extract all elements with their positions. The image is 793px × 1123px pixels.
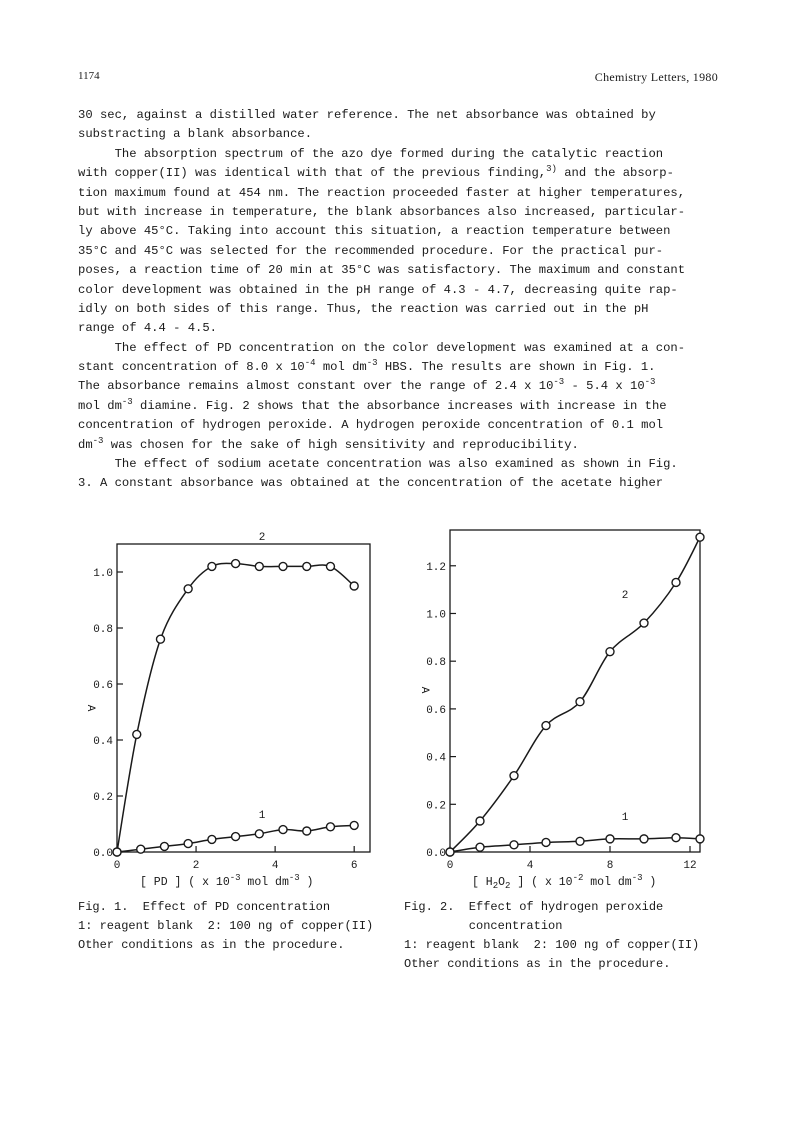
data-point (156, 635, 164, 643)
x-tick-label: 2 (192, 860, 200, 872)
data-point (326, 823, 334, 831)
x-tick-label: 8 (606, 860, 614, 872)
figure-2 (400, 520, 720, 870)
text-line (78, 358, 718, 377)
superscript: -3 (553, 377, 565, 388)
text-run: tion maximum found at 454 nm. The reaction proceeded faster at higher temperatures, (78, 185, 686, 200)
data-point (350, 821, 358, 829)
data-point (672, 578, 680, 586)
series-label: 1 (258, 810, 266, 822)
data-point (576, 698, 584, 706)
text-line (78, 106, 718, 125)
caption-line: concentration (404, 919, 563, 933)
data-point (255, 830, 263, 838)
y-tick-label: 0.2 (426, 800, 446, 813)
text-run: ) (299, 876, 314, 889)
data-point (446, 848, 454, 856)
superscript: -3 (229, 873, 241, 883)
text-run: substracting a blank absorbance. (78, 127, 313, 142)
data-point (542, 722, 550, 730)
superscript: -3 (92, 435, 104, 446)
text-line (78, 261, 718, 280)
text-line (78, 125, 718, 144)
data-point (476, 843, 484, 851)
data-point (350, 582, 358, 590)
text-run: O (498, 876, 506, 889)
page-header (78, 70, 718, 90)
data-point (606, 835, 614, 843)
x-tick-label: 0 (446, 860, 454, 872)
figure-1 (70, 520, 380, 870)
data-point (476, 817, 484, 825)
subscript: 2 (505, 881, 511, 891)
text-run: 30 sec, against a distilled water reference. The net absorbance was obtained by (78, 108, 656, 122)
data-point (279, 562, 287, 570)
x-tick-label: 4 (526, 860, 534, 872)
text-line (78, 377, 718, 396)
y-tick-label: 0.4 (93, 736, 113, 748)
text-run: mol dm (78, 398, 122, 413)
superscript: -3 (631, 873, 643, 883)
y-tick-label: 0.6 (93, 680, 113, 692)
data-point (208, 835, 216, 843)
text-run: The effect of sodium acetate concentration was also examined as shown in Fig. (78, 457, 678, 472)
y-tick-label: 0.8 (93, 624, 113, 636)
data-point (232, 560, 240, 568)
series-label: 2 (621, 590, 629, 602)
data-point (303, 562, 311, 570)
text-line (78, 222, 718, 241)
data-point (640, 619, 648, 627)
text-line (78, 281, 718, 300)
y-axis-label: A (84, 704, 96, 712)
series-line-2 (117, 563, 354, 852)
caption-line: 1: reagent blank 2: 100 ng of copper(II) (404, 938, 700, 952)
text-line (78, 339, 718, 358)
text-run: poses, a reaction time of 20 min at 35°C was satisfactory. The maximum and constant (78, 263, 686, 278)
text-line (78, 242, 718, 261)
text-line (78, 184, 718, 203)
text-run: stant concentration of 8.0 x 10 (78, 360, 305, 375)
text-line (78, 319, 718, 338)
data-point (510, 841, 518, 849)
data-point (208, 562, 216, 570)
data-point (184, 840, 192, 848)
y-tick-label: 1.0 (93, 568, 113, 580)
data-point (232, 833, 240, 841)
text-run: ] ( x 10 (510, 876, 573, 889)
y-tick-label: 0.0 (426, 848, 446, 860)
text-run: mol dm (583, 876, 632, 889)
x-tick-label: 0 (113, 860, 121, 872)
data-point (696, 533, 704, 541)
superscript: 3) (546, 164, 557, 175)
data-point (303, 827, 311, 835)
text-run: color development was obtained in the pH range of 4.3 - 4.7, decreasing quite rap- (78, 282, 678, 297)
x-tick-label: 6 (350, 860, 358, 872)
data-point (640, 835, 648, 843)
figure-2-xlabel (472, 873, 657, 891)
y-tick-label: 0.2 (93, 792, 113, 804)
y-tick-label: 0.8 (426, 657, 446, 670)
superscript: -2 (572, 873, 584, 883)
text-run: range of 4.4 - 4.5. (78, 321, 217, 336)
data-point (160, 842, 168, 850)
text-line (78, 474, 718, 493)
y-tick-label: 0.0 (93, 848, 113, 860)
text-line (78, 397, 718, 416)
figure-2-plot (400, 520, 720, 870)
text-run: The absorption spectrum of the azo dye formed during the catalytic reaction (78, 146, 664, 161)
x-tick-label: 4 (271, 860, 279, 872)
figure-1-plot (70, 520, 380, 870)
text-run: diamine. Fig. 2 shows that the absorbance increases with increase in the (132, 398, 667, 413)
superscript: -4 (304, 358, 316, 369)
plot-frame (450, 530, 700, 852)
series-label: 1 (621, 812, 629, 824)
text-run: and the absorp- (556, 166, 674, 181)
text-run: HBS. The results are shown in Fig. 1. (377, 360, 656, 375)
text-line (78, 300, 718, 319)
text-run: 35°C and 45°C was selected for the recommended procedure. For the practical pur- (78, 243, 664, 258)
text-run: ly above 45°C. Taking into account this situation, a reaction temperature between (78, 224, 671, 239)
superscript: -3 (644, 377, 656, 388)
text-run: The effect of PD concentration on the color development was examined at a con- (78, 340, 686, 355)
text-run: idly on both sides of this range. Thus, the reaction was carried out in the pH (78, 301, 649, 316)
body-text (78, 106, 718, 494)
text-line (78, 145, 718, 164)
journal-name: Chemistry Letters, 1980 (594, 70, 718, 84)
figure-2-caption (404, 898, 699, 974)
data-point (542, 838, 550, 846)
data-point (510, 772, 518, 780)
series-line-1 (450, 838, 700, 852)
data-point (696, 835, 704, 843)
plot-frame (117, 544, 370, 852)
text-line (78, 436, 718, 455)
superscript: -3 (288, 873, 300, 883)
text-run: with copper(II) was identical with that of the previous finding, (78, 166, 547, 181)
superscript: -3 (121, 396, 133, 407)
text-run: dm (78, 437, 93, 452)
series-line-2 (450, 537, 700, 852)
data-point (137, 845, 145, 853)
text-run: mol dm (315, 360, 367, 375)
data-point (576, 837, 584, 845)
data-point (672, 834, 680, 842)
y-tick-label: 0.4 (426, 752, 446, 765)
text-run: was chosen for the sake of high sensitivity and reproducibility. (103, 437, 579, 452)
y-tick-label: 1.0 (426, 609, 446, 622)
text-run: The absorbance remains almost constant over the range of 2.4 x 10 (78, 379, 554, 394)
data-point (133, 730, 141, 738)
caption-line: Other conditions as in the procedure. (78, 938, 345, 952)
figure-1-caption (78, 898, 373, 955)
data-point (279, 826, 287, 834)
data-point (255, 562, 263, 570)
page-number: 1174 (78, 70, 100, 82)
caption-line: Fig. 2. Effect of hydrogen peroxide (404, 900, 664, 914)
text-line (78, 416, 718, 435)
y-tick-label: 0.6 (426, 704, 446, 717)
data-point (184, 585, 192, 593)
data-point (113, 848, 121, 856)
text-run: concentration of hydrogen peroxide. A hydrogen peroxide concentration of 0.1 mol (78, 418, 664, 433)
figure-1-xlabel (140, 873, 314, 889)
y-axis-label: A (418, 686, 430, 694)
text-line (78, 203, 718, 222)
data-point (326, 562, 334, 570)
text-run: 3. A constant absorbance was obtained at the concentration of the acetate higher (78, 476, 664, 491)
superscript: -3 (366, 358, 378, 369)
text-run: [ H (472, 876, 493, 889)
text-run: [ PD ] ( x 10 (140, 876, 230, 889)
y-tick-label: 1.2 (426, 561, 446, 574)
caption-line: Other conditions as in the procedure. (404, 957, 671, 971)
series-label: 2 (258, 532, 266, 544)
data-point (606, 648, 614, 656)
subscript: 2 (492, 881, 499, 891)
caption-line: 1: reagent blank 2: 100 ng of copper(II) (78, 919, 374, 933)
text-line (78, 455, 718, 474)
x-tick-label: 12 (683, 860, 697, 872)
text-run: mol dm (240, 876, 289, 889)
caption-line: Fig. 1. Effect of PD concentration (78, 900, 331, 914)
text-run: ) (642, 876, 657, 889)
text-run: - 5.4 x 10 (564, 379, 645, 394)
text-run: but with increase in temperature, the blank absorbances also increased, particular- (78, 204, 686, 219)
text-line (78, 164, 718, 183)
